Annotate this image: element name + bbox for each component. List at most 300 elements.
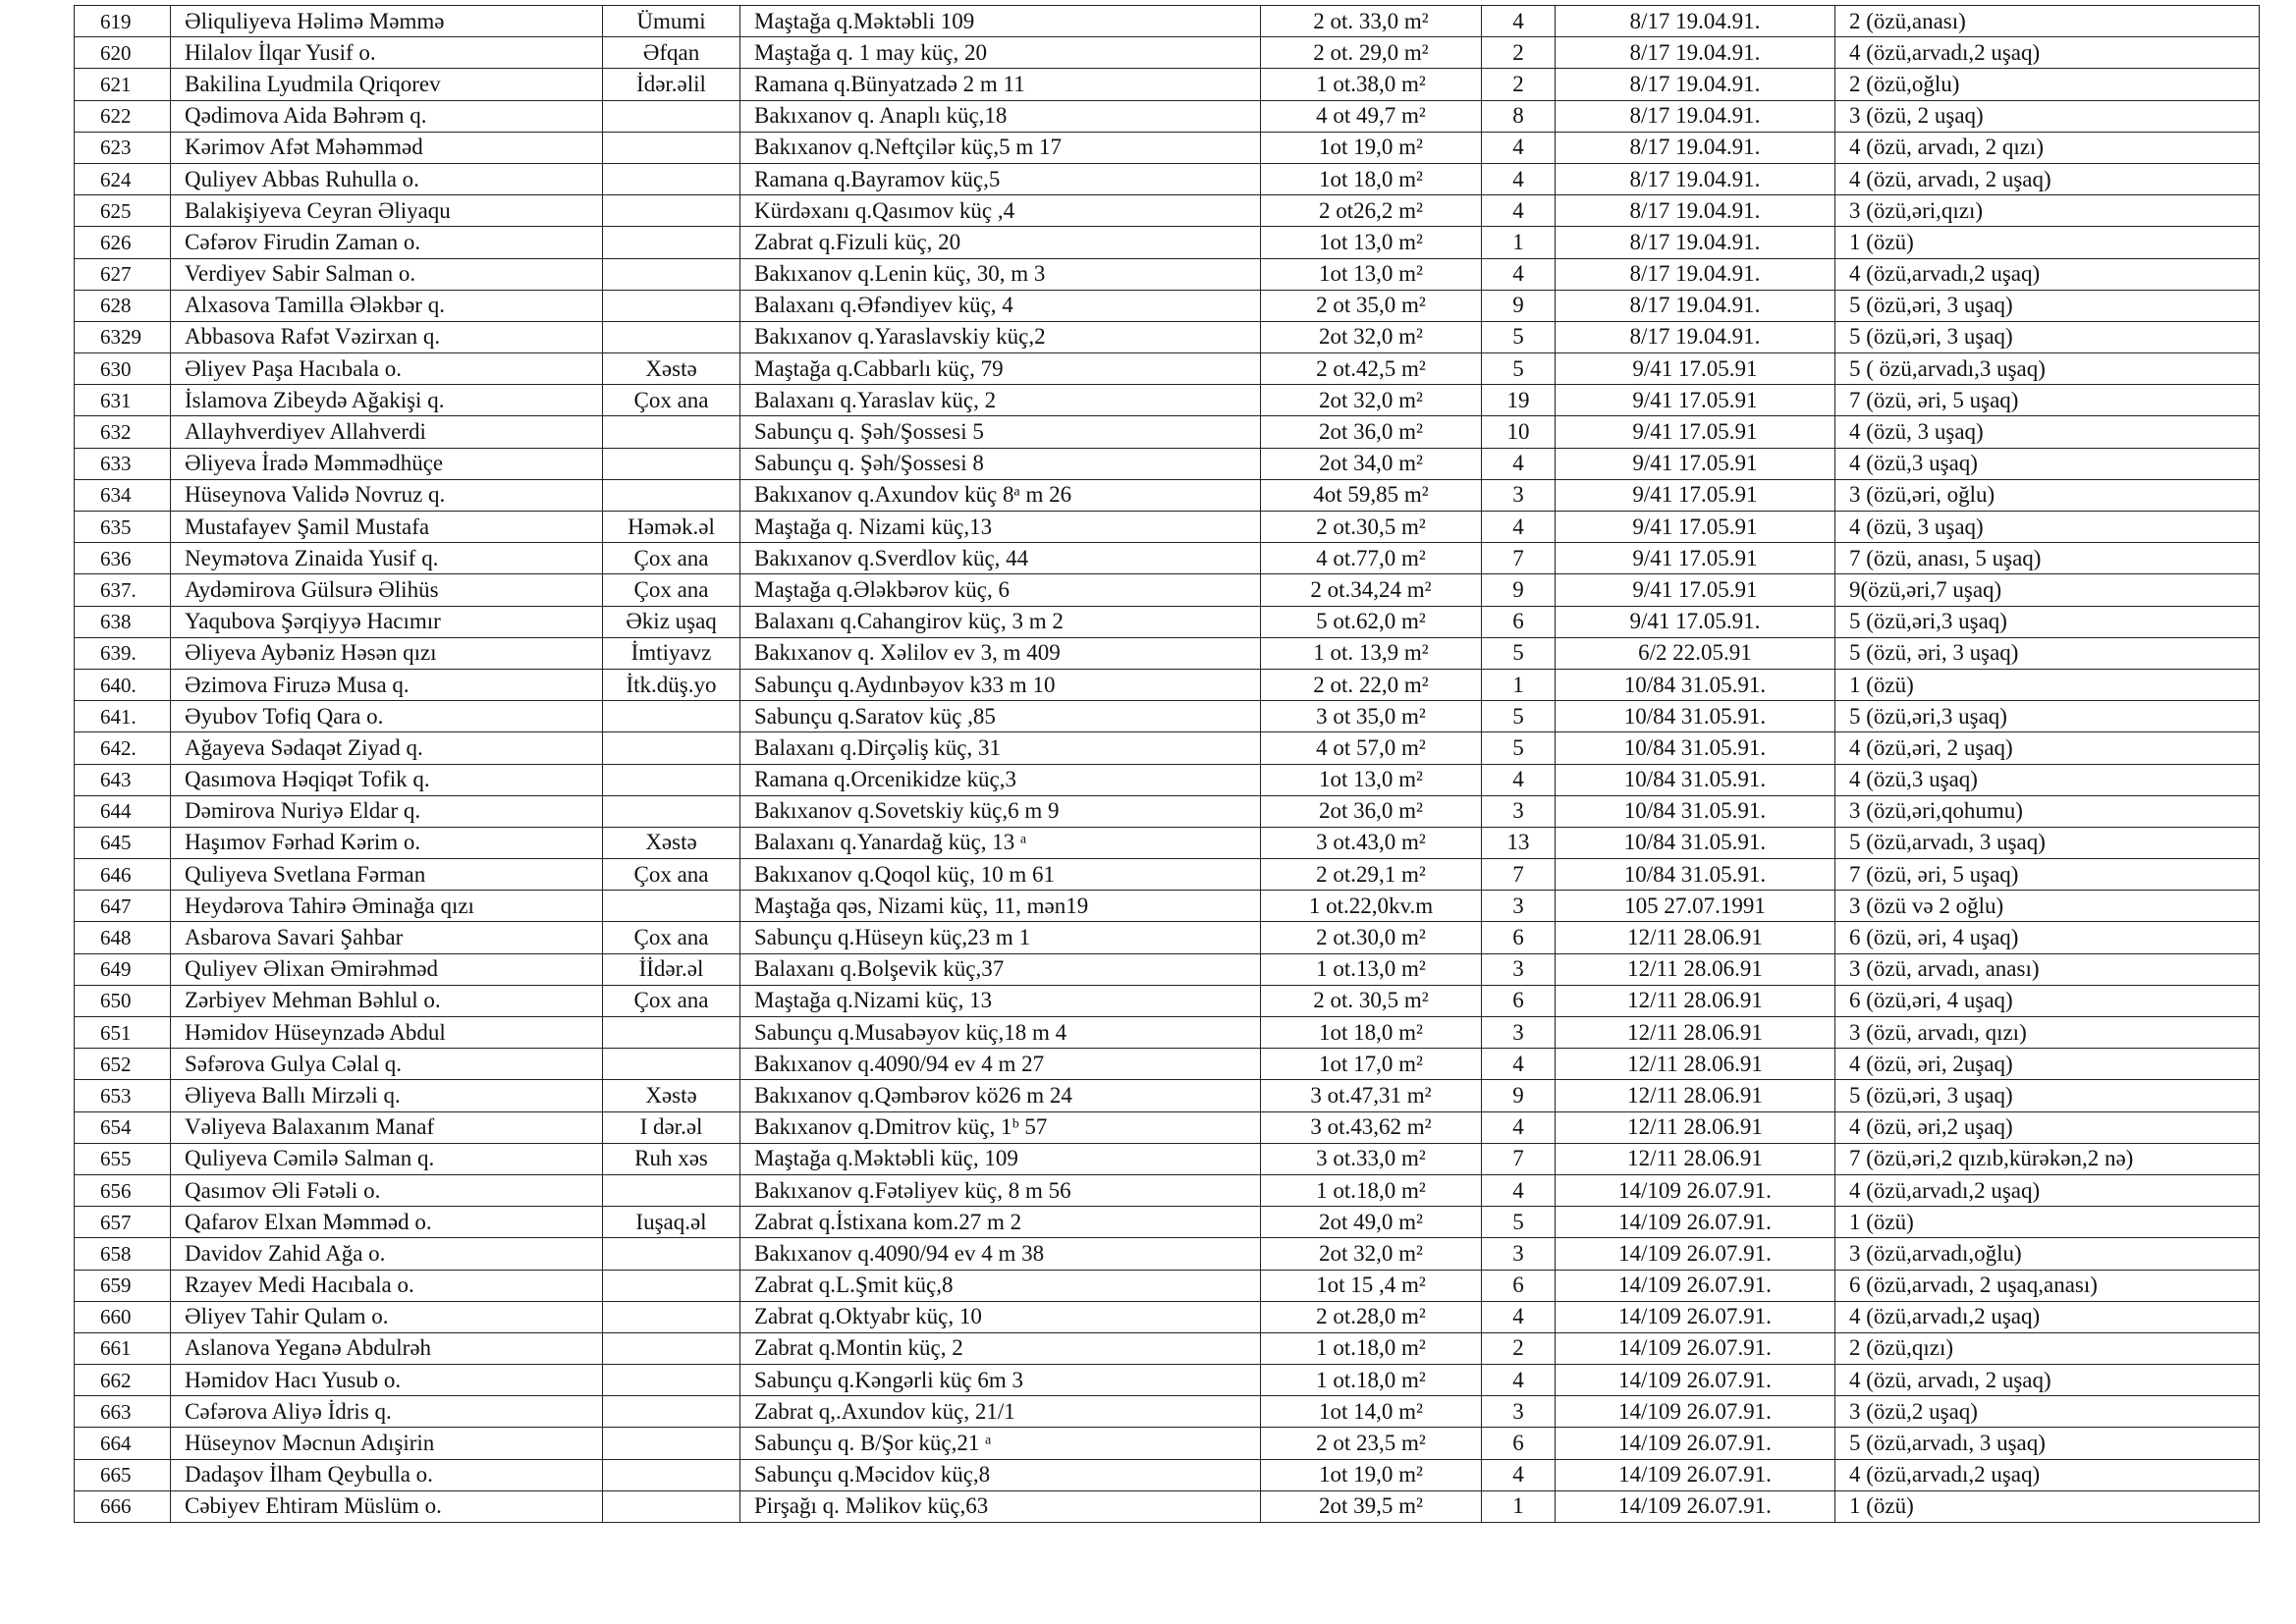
- name-cell: Quliyev Əlixan Əmirəhməd: [171, 953, 603, 985]
- row-number-cell: 658: [75, 1238, 171, 1270]
- name-cell: Davidov Zahid Ağa o.: [171, 1238, 603, 1270]
- address-cell: Bakıxanov q.Sverdlov küç, 44: [740, 543, 1261, 574]
- address-cell: Kürdəxanı q.Qasımov küç ,4: [740, 195, 1261, 227]
- name-cell: Əliyeva Ballı Mirzəli q.: [171, 1080, 603, 1111]
- table-row: [75, 732, 2260, 764]
- living-area-cell: 2 ot. 33,0 m²: [1261, 6, 1482, 37]
- table-row: [75, 637, 2260, 669]
- row-number-cell: 648: [75, 922, 171, 953]
- address-cell: Balaxanı q.Bolşevik küç,37: [740, 953, 1261, 985]
- address-cell: Bakıxanov q. Xəlilov ev 3, m 409: [740, 637, 1261, 669]
- living-area-cell: 2 ot26,2 m²: [1261, 195, 1482, 227]
- living-area-cell: 2 ot.34,24 m²: [1261, 574, 1482, 606]
- name-cell: Vəliyeva Balaxanım Manaf: [171, 1111, 603, 1143]
- category-cell: [603, 258, 740, 290]
- living-area-cell: 4ot 59,85 m²: [1261, 479, 1482, 511]
- decision-cell: 8/17 19.04.91.: [1556, 163, 1835, 194]
- living-area-cell: 1ot 17,0 m²: [1261, 1049, 1482, 1080]
- member-count-cell: 1: [1482, 669, 1556, 700]
- living-area-cell: 2 ot. 30,5 m²: [1261, 985, 1482, 1016]
- category-cell: [603, 416, 740, 448]
- row-number-cell: 660: [75, 1301, 171, 1332]
- row-number-cell: 662: [75, 1365, 171, 1396]
- decision-cell: 6/2 22.05.91: [1556, 637, 1835, 669]
- decision-cell: 14/109 26.07.91.: [1556, 1428, 1835, 1459]
- decision-cell: 8/17 19.04.91.: [1556, 132, 1835, 163]
- decision-cell: 8/17 19.04.91.: [1556, 227, 1835, 258]
- family-composition-cell: 5 (özü,arvadı, 3 uşaq): [1835, 1428, 2260, 1459]
- member-count-cell: 3: [1482, 1238, 1556, 1270]
- address-cell: Ramana q.Bayramov küç,5: [740, 163, 1261, 194]
- name-cell: Səfərova Gulya Cəlal q.: [171, 1049, 603, 1080]
- family-composition-cell: 6 (özü,əri, 4 uşaq): [1835, 985, 2260, 1016]
- category-cell: Çox ana: [603, 922, 740, 953]
- row-number-cell: 639.: [75, 637, 171, 669]
- category-cell: Əkiz uşaq: [603, 606, 740, 637]
- decision-cell: 8/17 19.04.91.: [1556, 290, 1835, 321]
- family-composition-cell: 5 (özü,arvadı, 3 uşaq): [1835, 827, 2260, 858]
- category-cell: [603, 448, 740, 479]
- table-row: [75, 543, 2260, 574]
- category-cell: [603, 132, 740, 163]
- decision-cell: 14/109 26.07.91.: [1556, 1396, 1835, 1428]
- living-area-cell: 1ot 15 ,4 m²: [1261, 1270, 1482, 1301]
- member-count-cell: 4: [1482, 1459, 1556, 1490]
- name-cell: Rzayev Medi Hacıbala o.: [171, 1270, 603, 1301]
- living-area-cell: 4 ot 49,7 m²: [1261, 100, 1482, 132]
- table-row: [75, 1017, 2260, 1049]
- address-cell: Bakıxanov q.Axundov küç 8ᵃ m 26: [740, 479, 1261, 511]
- category-cell: [603, 1174, 740, 1206]
- living-area-cell: 2ot 49,0 m²: [1261, 1207, 1482, 1238]
- name-cell: Əliyev Tahir Qulam o.: [171, 1301, 603, 1332]
- living-area-cell: 2ot 36,0 m²: [1261, 795, 1482, 827]
- table-row: [75, 321, 2260, 352]
- row-number-cell: 627: [75, 258, 171, 290]
- address-cell: Balaxanı q.Cahangirov küç, 3 m 2: [740, 606, 1261, 637]
- name-cell: Qasımova Həqiqət Tofik q.: [171, 764, 603, 795]
- name-cell: Ağayeva Sədaqət Ziyad q.: [171, 732, 603, 764]
- category-cell: Əfqan: [603, 37, 740, 69]
- category-cell: [603, 732, 740, 764]
- decision-cell: 14/109 26.07.91.: [1556, 1301, 1835, 1332]
- category-cell: İdər.əlil: [603, 69, 740, 100]
- decision-cell: 105 27.07.1991: [1556, 891, 1835, 922]
- decision-cell: 10/84 31.05.91.: [1556, 859, 1835, 891]
- decision-cell: 14/109 26.07.91.: [1556, 1332, 1835, 1364]
- member-count-cell: 5: [1482, 321, 1556, 352]
- member-count-cell: 4: [1482, 1301, 1556, 1332]
- living-area-cell: 3 ot.47,31 m²: [1261, 1080, 1482, 1111]
- address-cell: Zabrat q.Oktyabr küç, 10: [740, 1301, 1261, 1332]
- category-cell: [603, 1428, 740, 1459]
- row-number-cell: 625: [75, 195, 171, 227]
- category-cell: [603, 1301, 740, 1332]
- member-count-cell: 4: [1482, 163, 1556, 194]
- address-cell: Bakıxanov q.Sovetskiy küç,6 m 9: [740, 795, 1261, 827]
- row-number-cell: 666: [75, 1490, 171, 1522]
- name-cell: Zərbiyev Mehman Bəhlul o.: [171, 985, 603, 1016]
- row-number-cell: 655: [75, 1143, 171, 1174]
- member-count-cell: 2: [1482, 69, 1556, 100]
- table-row: [75, 795, 2260, 827]
- table-row: [75, 479, 2260, 511]
- category-cell: [603, 1017, 740, 1049]
- table-row: [75, 669, 2260, 700]
- table-row: [75, 448, 2260, 479]
- table-row: [75, 258, 2260, 290]
- decision-cell: 9/41 17.05.91: [1556, 479, 1835, 511]
- address-cell: Balaxanı q.Dirçəliş küç, 31: [740, 732, 1261, 764]
- family-composition-cell: 4 (özü, əri,2 uşaq): [1835, 1111, 2260, 1143]
- row-number-cell: 659: [75, 1270, 171, 1301]
- family-composition-cell: 6 (özü,arvadı, 2 uşaq,anası): [1835, 1270, 2260, 1301]
- category-cell: [603, 701, 740, 732]
- address-cell: Sabunçu q.Aydınbəyov k33 m 10: [740, 669, 1261, 700]
- address-cell: Maştağa qəs, Nizami küç, 11, mən19: [740, 891, 1261, 922]
- family-composition-cell: 9(özü,əri,7 uşaq): [1835, 574, 2260, 606]
- living-area-cell: 2 ot.30,5 m²: [1261, 512, 1482, 543]
- category-cell: İtk.düş.yo: [603, 669, 740, 700]
- category-cell: Həmək.əl: [603, 512, 740, 543]
- family-composition-cell: 4 (özü,arvadı,2 uşaq): [1835, 1459, 2260, 1490]
- family-composition-cell: 5 (özü,əri,3 uşaq): [1835, 701, 2260, 732]
- address-cell: Zabrat q.L.Şmit küç,8: [740, 1270, 1261, 1301]
- name-cell: Balakişiyeva Ceyran Əliyaqu: [171, 195, 603, 227]
- row-number-cell: 650: [75, 985, 171, 1016]
- decision-cell: 9/41 17.05.91: [1556, 448, 1835, 479]
- decision-cell: 9/41 17.05.91: [1556, 574, 1835, 606]
- category-cell: [603, 764, 740, 795]
- name-cell: İslamova Zibeydə Ağakişi q.: [171, 385, 603, 416]
- row-number-cell: 643: [75, 764, 171, 795]
- decision-cell: 14/109 26.07.91.: [1556, 1270, 1835, 1301]
- table-row: [75, 1396, 2260, 1428]
- decision-cell: 14/109 26.07.91.: [1556, 1207, 1835, 1238]
- living-area-cell: 1 ot.22,0kv.m: [1261, 891, 1482, 922]
- row-number-cell: 634: [75, 479, 171, 511]
- name-cell: Mustafayev Şamil Mustafa: [171, 512, 603, 543]
- category-cell: [603, 321, 740, 352]
- address-cell: Sabunçu q.Məcidov küç,8: [740, 1459, 1261, 1490]
- family-composition-cell: 4 (özü, arvadı, 2 uşaq): [1835, 163, 2260, 194]
- row-number-cell: 622: [75, 100, 171, 132]
- row-number-cell: 661: [75, 1332, 171, 1364]
- family-composition-cell: 5 (özü, əri, 3 uşaq): [1835, 637, 2260, 669]
- family-composition-cell: 3 (özü,əri,qızı): [1835, 195, 2260, 227]
- family-composition-cell: 3 (özü və 2 oğlu): [1835, 891, 2260, 922]
- name-cell: Əyubov Tofiq Qara o.: [171, 701, 603, 732]
- decision-cell: 10/84 31.05.91.: [1556, 764, 1835, 795]
- row-number-cell: 653: [75, 1080, 171, 1111]
- address-cell: Balaxanı q.Yaraslav küç, 2: [740, 385, 1261, 416]
- housing-register-table: [74, 5, 2260, 1523]
- member-count-cell: 5: [1482, 353, 1556, 385]
- table-row: [75, 385, 2260, 416]
- category-cell: [603, 1332, 740, 1364]
- table-row: [75, 1111, 2260, 1143]
- address-cell: Bakıxanov q.Fətəliyev küç, 8 m 56: [740, 1174, 1261, 1206]
- row-number-cell: 623: [75, 132, 171, 163]
- decision-cell: 12/11 28.06.91: [1556, 1080, 1835, 1111]
- table-row: [75, 953, 2260, 985]
- member-count-cell: 3: [1482, 795, 1556, 827]
- table-row: [75, 1301, 2260, 1332]
- category-cell: İİdər.əl: [603, 953, 740, 985]
- address-cell: Zabrat q.Fizuli küç, 20: [740, 227, 1261, 258]
- table-row: [75, 1143, 2260, 1174]
- living-area-cell: 2 ot.30,0 m²: [1261, 922, 1482, 953]
- decision-cell: 12/11 28.06.91: [1556, 1143, 1835, 1174]
- category-cell: Çox ana: [603, 543, 740, 574]
- address-cell: Sabunçu q.Hüseyn küç,23 m 1: [740, 922, 1261, 953]
- living-area-cell: 1 ot.18,0 m²: [1261, 1174, 1482, 1206]
- living-area-cell: 2ot 32,0 m²: [1261, 321, 1482, 352]
- living-area-cell: 1ot 18,0 m²: [1261, 1017, 1482, 1049]
- decision-cell: 14/109 26.07.91.: [1556, 1459, 1835, 1490]
- name-cell: Quliyeva Svetlana Fərman: [171, 859, 603, 891]
- family-composition-cell: 4 (özü,arvadı,2 uşaq): [1835, 1301, 2260, 1332]
- member-count-cell: 4: [1482, 1111, 1556, 1143]
- member-count-cell: 4: [1482, 1174, 1556, 1206]
- living-area-cell: 1 ot. 13,9 m²: [1261, 637, 1482, 669]
- address-cell: Bakıxanov q.Neftçilər küç,5 m 17: [740, 132, 1261, 163]
- family-composition-cell: 5 (özü,əri,3 uşaq): [1835, 606, 2260, 637]
- name-cell: Bakilina Lyudmila Qriqorev: [171, 69, 603, 100]
- name-cell: Qafarov Elxan Məmməd o.: [171, 1207, 603, 1238]
- name-cell: Cəfərov Firudin Zaman o.: [171, 227, 603, 258]
- address-cell: Zabrat q,.Axundov küç, 21/1: [740, 1396, 1261, 1428]
- name-cell: Kərimov Afət Məhəmməd: [171, 132, 603, 163]
- table-row: [75, 859, 2260, 891]
- table-row: [75, 163, 2260, 194]
- row-number-cell: 637.: [75, 574, 171, 606]
- name-cell: Heydərova Tahirə Əminağa qızı: [171, 891, 603, 922]
- table-row: [75, 1459, 2260, 1490]
- row-number-cell: 640.: [75, 669, 171, 700]
- family-composition-cell: 1 (özü): [1835, 669, 2260, 700]
- family-composition-cell: 2 (özü,anası): [1835, 6, 2260, 37]
- table-row: [75, 1270, 2260, 1301]
- category-cell: Çox ana: [603, 574, 740, 606]
- category-cell: Iuşaq.əl: [603, 1207, 740, 1238]
- family-composition-cell: 1 (özü): [1835, 1207, 2260, 1238]
- row-number-cell: 630: [75, 353, 171, 385]
- living-area-cell: 4 ot 57,0 m²: [1261, 732, 1482, 764]
- living-area-cell: 1ot 19,0 m²: [1261, 1459, 1482, 1490]
- row-number-cell: 651: [75, 1017, 171, 1049]
- name-cell: Qədimova Aida Bəhrəm q.: [171, 100, 603, 132]
- name-cell: Verdiyev Sabir Salman o.: [171, 258, 603, 290]
- table-row: [75, 1238, 2260, 1270]
- category-cell: [603, 1365, 740, 1396]
- decision-cell: 14/109 26.07.91.: [1556, 1238, 1835, 1270]
- table-row: [75, 574, 2260, 606]
- member-count-cell: 6: [1482, 1270, 1556, 1301]
- category-cell: [603, 100, 740, 132]
- living-area-cell: 1ot 18,0 m²: [1261, 163, 1482, 194]
- living-area-cell: 3 ot 35,0 m²: [1261, 701, 1482, 732]
- category-cell: [603, 479, 740, 511]
- family-composition-cell: 6 (özü, əri, 4 uşaq): [1835, 922, 2260, 953]
- category-cell: Ümumi: [603, 6, 740, 37]
- address-cell: Bakıxanov q.4090/94 ev 4 m 38: [740, 1238, 1261, 1270]
- living-area-cell: 1ot 13,0 m²: [1261, 227, 1482, 258]
- decision-cell: 9/41 17.05.91: [1556, 385, 1835, 416]
- living-area-cell: 2 ot. 22,0 m²: [1261, 669, 1482, 700]
- name-cell: Hilalov İlqar Yusif o.: [171, 37, 603, 69]
- name-cell: Allayhverdiyev Allahverdi: [171, 416, 603, 448]
- name-cell: Qasımov Əli Fətəli o.: [171, 1174, 603, 1206]
- family-composition-cell: 4 (özü, arvadı, 2 uşaq): [1835, 1365, 2260, 1396]
- member-count-cell: 6: [1482, 985, 1556, 1016]
- table-row: [75, 922, 2260, 953]
- living-area-cell: 1ot 13,0 m²: [1261, 764, 1482, 795]
- address-cell: Sabunçu q. Şəh/Şossesi 8: [740, 448, 1261, 479]
- member-count-cell: 13: [1482, 827, 1556, 858]
- row-number-cell: 628: [75, 290, 171, 321]
- decision-cell: 10/84 31.05.91.: [1556, 795, 1835, 827]
- living-area-cell: 2ot 39,5 m²: [1261, 1490, 1482, 1522]
- family-composition-cell: 4 (özü,3 uşaq): [1835, 448, 2260, 479]
- table-row: [75, 701, 2260, 732]
- family-composition-cell: 2 (özü,qızı): [1835, 1332, 2260, 1364]
- address-cell: Maştağa q.Məktəbli küç, 109: [740, 1143, 1261, 1174]
- row-number-cell: 665: [75, 1459, 171, 1490]
- decision-cell: 12/11 28.06.91: [1556, 1111, 1835, 1143]
- address-cell: Ramana q.Orcenikidze küç,3: [740, 764, 1261, 795]
- member-count-cell: 6: [1482, 1428, 1556, 1459]
- row-number-cell: 636: [75, 543, 171, 574]
- member-count-cell: 4: [1482, 448, 1556, 479]
- address-cell: Bakıxanov q.4090/94 ev 4 m 27: [740, 1049, 1261, 1080]
- table-row: [75, 1428, 2260, 1459]
- row-number-cell: 657: [75, 1207, 171, 1238]
- table-row: [75, 416, 2260, 448]
- address-cell: Balaxanı q.Əfəndiyev küç, 4: [740, 290, 1261, 321]
- member-count-cell: 2: [1482, 1332, 1556, 1364]
- table-row: [75, 891, 2260, 922]
- living-area-cell: 2 ot.42,5 m²: [1261, 353, 1482, 385]
- row-number-cell: 632: [75, 416, 171, 448]
- address-cell: Maştağa q.Məktəbli 109: [740, 6, 1261, 37]
- member-count-cell: 1: [1482, 1490, 1556, 1522]
- decision-cell: 9/41 17.05.91: [1556, 543, 1835, 574]
- name-cell: Hüseynova Validə Novruz q.: [171, 479, 603, 511]
- address-cell: Balaxanı q.Yanardağ küç, 13 ᵃ: [740, 827, 1261, 858]
- row-number-cell: 649: [75, 953, 171, 985]
- address-cell: Maştağa q.Ələkbərov küç, 6: [740, 574, 1261, 606]
- living-area-cell: 1 ot.38,0 m²: [1261, 69, 1482, 100]
- member-count-cell: 5: [1482, 1207, 1556, 1238]
- category-cell: Çox ana: [603, 385, 740, 416]
- living-area-cell: 2ot 32,0 m²: [1261, 1238, 1482, 1270]
- member-count-cell: 3: [1482, 953, 1556, 985]
- category-cell: [603, 1490, 740, 1522]
- address-cell: Maştağa q.Nizami küç, 13: [740, 985, 1261, 1016]
- member-count-cell: 1: [1482, 227, 1556, 258]
- table-row: [75, 1365, 2260, 1396]
- row-number-cell: 644: [75, 795, 171, 827]
- category-cell: [603, 1270, 740, 1301]
- address-cell: Sabunçu q.Kəngərli küç 6m 3: [740, 1365, 1261, 1396]
- living-area-cell: 2 ot 35,0 m²: [1261, 290, 1482, 321]
- living-area-cell: 1 ot.18,0 m²: [1261, 1332, 1482, 1364]
- decision-cell: 8/17 19.04.91.: [1556, 258, 1835, 290]
- category-cell: I dər.əl: [603, 1111, 740, 1143]
- name-cell: Aydəmirova Gülsurə Əlihüs: [171, 574, 603, 606]
- member-count-cell: 5: [1482, 732, 1556, 764]
- family-composition-cell: 4 (özü,arvadı,2 uşaq): [1835, 37, 2260, 69]
- decision-cell: 9/41 17.05.91: [1556, 353, 1835, 385]
- address-cell: Bakıxanov q.Yaraslavskiy küç,2: [740, 321, 1261, 352]
- category-cell: Çox ana: [603, 985, 740, 1016]
- name-cell: Quliyeva Cəmilə Salman q.: [171, 1143, 603, 1174]
- decision-cell: 10/84 31.05.91.: [1556, 827, 1835, 858]
- family-composition-cell: 7 (özü, əri, 5 uşaq): [1835, 385, 2260, 416]
- family-composition-cell: 3 (özü, arvadı, qızı): [1835, 1017, 2260, 1049]
- decision-cell: 12/11 28.06.91: [1556, 922, 1835, 953]
- member-count-cell: 3: [1482, 891, 1556, 922]
- table-row: [75, 195, 2260, 227]
- table-row: [75, 827, 2260, 858]
- name-cell: Həmidov Hüseynzadə Abdul: [171, 1017, 603, 1049]
- living-area-cell: 3 ot.43,0 m²: [1261, 827, 1482, 858]
- decision-cell: 8/17 19.04.91.: [1556, 195, 1835, 227]
- name-cell: Alxasova Tamilla Ələkbər q.: [171, 290, 603, 321]
- row-number-cell: 645: [75, 827, 171, 858]
- member-count-cell: 10: [1482, 416, 1556, 448]
- living-area-cell: 1ot 19,0 m²: [1261, 132, 1482, 163]
- category-cell: Çox ana: [603, 859, 740, 891]
- address-cell: Sabunçu q.Musabəyov küç,18 m 4: [740, 1017, 1261, 1049]
- family-composition-cell: 1 (özü): [1835, 227, 2260, 258]
- decision-cell: 9/41 17.05.91: [1556, 416, 1835, 448]
- table-row: [75, 1174, 2260, 1206]
- living-area-cell: 2 ot.29,1 m²: [1261, 859, 1482, 891]
- member-count-cell: 6: [1482, 606, 1556, 637]
- family-composition-cell: 3 (özü,əri,qohumu): [1835, 795, 2260, 827]
- living-area-cell: 1 ot.13,0 m²: [1261, 953, 1482, 985]
- table-row: [75, 353, 2260, 385]
- decision-cell: 10/84 31.05.91.: [1556, 701, 1835, 732]
- family-composition-cell: 5 (özü,əri, 3 uşaq): [1835, 290, 2260, 321]
- living-area-cell: 2ot 36,0 m²: [1261, 416, 1482, 448]
- row-number-cell: 663: [75, 1396, 171, 1428]
- name-cell: Dəmirova Nuriyə Eldar q.: [171, 795, 603, 827]
- member-count-cell: 7: [1482, 543, 1556, 574]
- category-cell: [603, 795, 740, 827]
- table-row: [75, 985, 2260, 1016]
- family-composition-cell: 7 (özü, əri, 5 uşaq): [1835, 859, 2260, 891]
- table-row: [75, 6, 2260, 37]
- family-composition-cell: 4 (özü,arvadı,2 uşaq): [1835, 258, 2260, 290]
- member-count-cell: 3: [1482, 1396, 1556, 1428]
- family-composition-cell: 3 (özü,əri, oğlu): [1835, 479, 2260, 511]
- member-count-cell: 3: [1482, 479, 1556, 511]
- member-count-cell: 4: [1482, 6, 1556, 37]
- category-cell: [603, 1238, 740, 1270]
- row-number-cell: 664: [75, 1428, 171, 1459]
- decision-cell: 8/17 19.04.91.: [1556, 321, 1835, 352]
- family-composition-cell: 5 (özü,əri, 3 uşaq): [1835, 1080, 2260, 1111]
- name-cell: Asbarova Savari Şahbar: [171, 922, 603, 953]
- family-composition-cell: 4 (özü,arvadı,2 uşaq): [1835, 1174, 2260, 1206]
- name-cell: Dadaşov İlham Qeybulla o.: [171, 1459, 603, 1490]
- name-cell: Əliyeva İradə Məmmədhüçe: [171, 448, 603, 479]
- name-cell: Əliyeva Aybəniz Həsən qızı: [171, 637, 603, 669]
- row-number-cell: 631: [75, 385, 171, 416]
